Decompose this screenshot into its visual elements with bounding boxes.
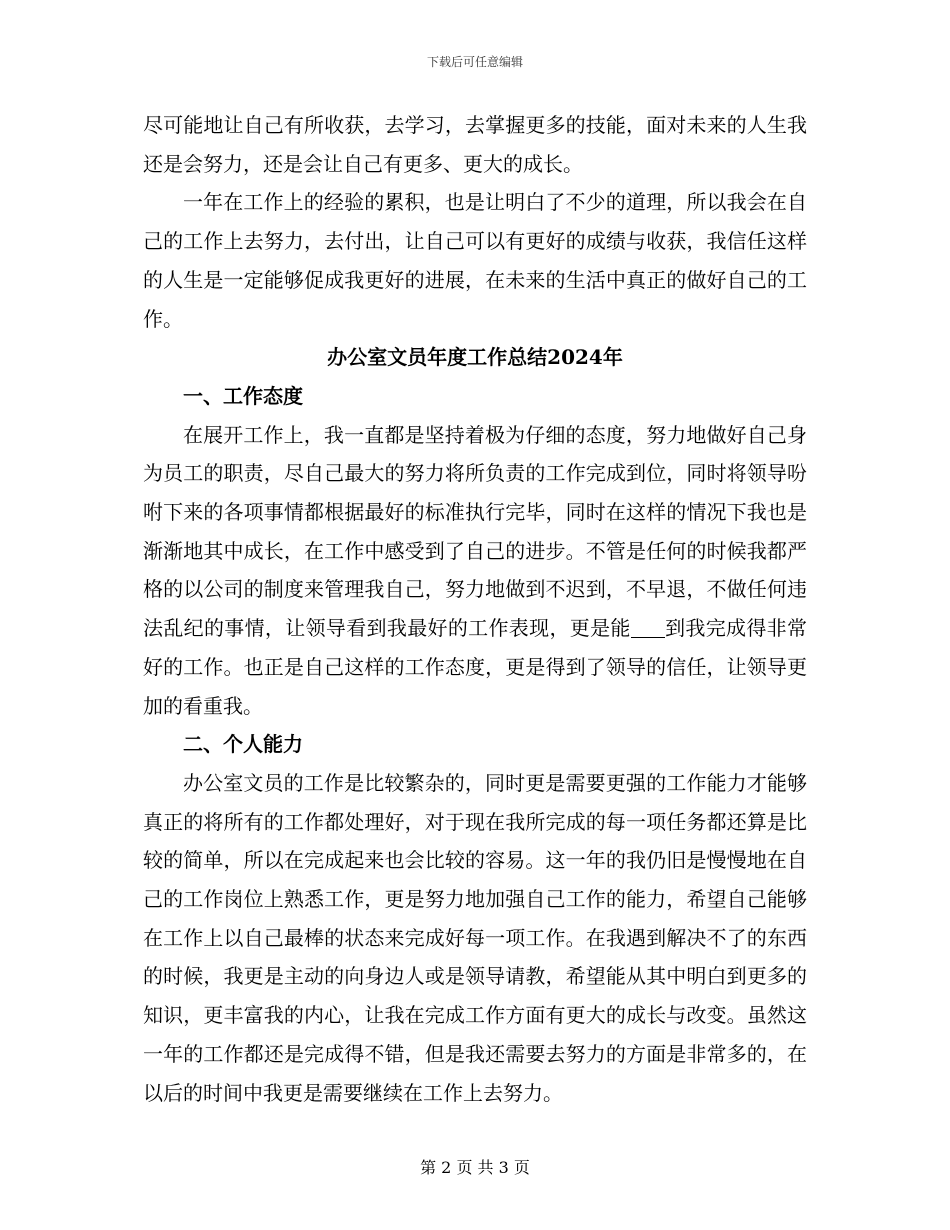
section-heading-work-attitude: 一、工作态度 xyxy=(183,383,303,408)
paragraph-continued: 尽可能地让自己有所收获，去学习，去掌握更多的技能，面对未来的人生我还是会努力，还是会让自己有更多、更大的成长。 xyxy=(143,113,807,176)
paragraph-work-attitude xyxy=(143,416,807,726)
page-number: 第 2 页 共 3 页 xyxy=(420,1158,530,1177)
paragraph-personal-ability: 办公室文员的工作是比较繁杂的，同时更是需要更强的工作能力才能够真正的将所有的工作都处理好，对于现在我所完成的每一项任务都还算是比较的简单，所以在完成起来也会比较的容易。这一年的我仍旧是慢慢地在自己的工作岗位上熟悉工作，更是努力地加强自己工作的能力，希望自己能够在工作上以自己最棒的状态来完成好每一项工作。在我遇到解决不了的东西的时候，我更是主动的向身边人或是领导请教，希望能从其中明白到更多的知识，更丰富我的内心，让我在完成工作方面有更大的成长与改变。虽然这一年的工作都还是完成得不错，但是我还需要去努力的方面是非常多的，在以后的时间中我更是需要继续在工作上去努力。 xyxy=(143,770,807,1105)
header-note: 下载后可任意编辑 xyxy=(426,55,523,69)
fill-in-blank xyxy=(631,619,665,638)
work-attitude-text-part2: 到我完成得非常好的工作。也正是自己这样的工作态度，更是得到了领导的信任，让领导更加的看重我。 xyxy=(143,616,808,718)
work-attitude-text-part1: 在展开工作上，我一直都是坚持着极为仔细的态度，努力地做好自己身为员工的职责，尽自己最大的努力将所负责的工作完成到位，同时将领导吩咐下来的各项事情都根据最好的标准执行完毕，同时在这样的情况下我也是渐渐地其中成长，在工作中感受到了自己的进步。不管是任何的时候我都严格的以公司的制度来管理我自己，努力地做到不迟到，不早退，不做任何违法乱纪的事情，让领导看到我最好的工作表现，更是能 xyxy=(143,422,807,641)
section-heading-personal-ability: 二、个人能力 xyxy=(183,732,303,757)
document-title: 办公室文员年度工作总结2024年 xyxy=(327,345,623,370)
paragraph-experience: 一年在工作上的经验的累积，也是让明白了不少的道理，所以我会在自己的工作上去努力，去付出，让自己可以有更好的成绩与收获，我信任这样的人生是一定能够促成我更好的进展，在未来的生活中真正的做好自己的工作。 xyxy=(143,190,807,331)
document-body xyxy=(143,106,807,1112)
